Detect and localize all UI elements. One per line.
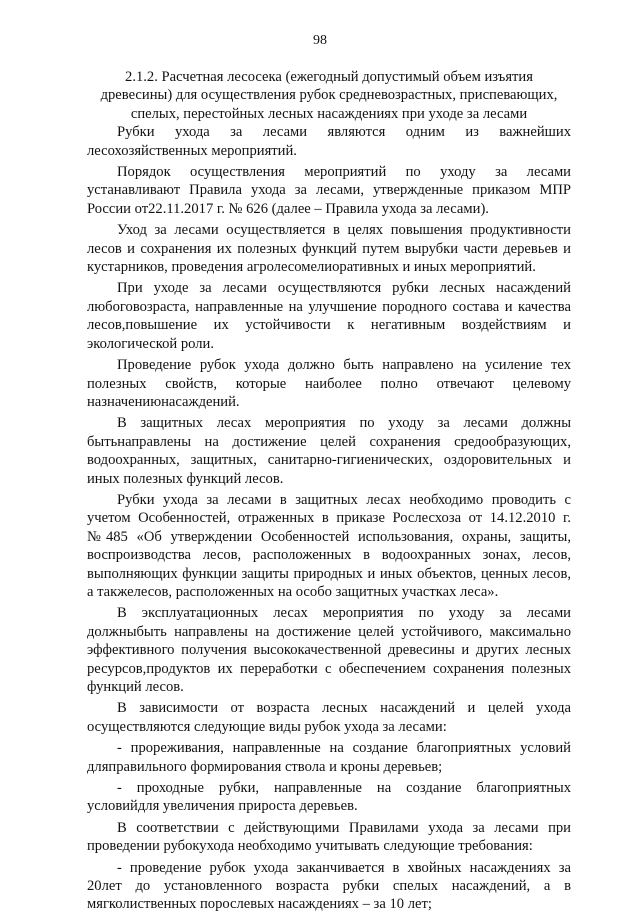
page-number: 98 [313, 33, 327, 48]
list-item: - прореживания, направленные на создание благоприятных условий дляправильного формирования ствола и кроны деревьев; [87, 740, 571, 775]
paragraph: В соответствии с действующими Правилами ухода за лесами при проведении рубокухода необходимо учитывать следующие требования: [87, 819, 571, 855]
section-heading: 2.1.2. Расчетная лесосека (ежегодный допустимый объем изъятия древесины) для осуществления рубок средневозрастных, приспевающих, спелых, перестойных лесных насаждениях при уходе за лесами [100, 69, 558, 122]
paragraph: При уходе за лесами осуществляются рубки лесных насаждений любоговозраста, направленные на улучшение породного состава и качества лесов,повышение их устойчивости к негативным воздействиям и экологической роли. [87, 280, 571, 352]
paragraph: В эксплуатационных лесах мероприятия по уходу за лесами должныбыть направлены на достижение целей устойчивого, максимально эффективного получения высококачественной древесины и других лесных ресурсов,продуктов их переработки с обеспечением сохранения полезных функций лесов. [87, 605, 571, 695]
paragraph: Рубки ухода за лесами являются одним из важнейших лесохозяйственных мероприятий. [87, 124, 571, 159]
paragraph: Рубки ухода за лесами в защитных лесах необходимо проводить с учетом Особенностей, отраженных в приказе Рослесхоза от 14.12.2010 г. №485 «Об утверждении Особенностей использования, охраны, защиты, воспроизводства лесов, расположенных в водоохранных зонах, лесов, выполняющих функции защиты природных и иных объектов, ценных лесов, а такжелесов, расположенных на особо защитных участках леса». [87, 491, 571, 600]
list-item: - проведение рубок ухода заканчивается в хвойных насаждениях за 20лет до установленного возраста рубки спелых насаждений, а в мягколиственных порослевых насаждениях – за 10 лет; [87, 859, 571, 913]
paragraph: Уход за лесами осуществляется в целях повышения продуктивности лесов и сохранения их полезных функций путем вырубки части деревьев и кустарников, проведения агролесомелиоративных и иных мероприятий. [87, 222, 571, 276]
paragraph: В зависимости от возраста лесных насаждений и целей ухода осуществляются следующие виды рубок ухода за лесами: [87, 700, 571, 735]
document-body [87, 68, 571, 914]
list-item: - проходные рубки, направленные на создание благоприятных условийдля увеличения прироста деревьев. [87, 780, 571, 815]
paragraph: Порядок осуществления мероприятий по уходу за лесами устанавливают Правила ухода за лесами, утвержденные приказом МПР России от22.11.2017 г. № 626 (далее – Правила ухода за лесами). [87, 164, 571, 217]
paragraph: В защитных лесах мероприятия по уходу за лесами должны бытьнаправлены на достижение целей сохранения средообразующих, водоохранных, защитных, санитарно-гигиенических, оздоровительных и иных полезных функций лесов. [87, 415, 571, 487]
paragraph: Проведение рубок ухода должно быть направлено на усиление тех полезных свойств, которые наиболее полно отвечают целевому назначениюнасаждений. [87, 357, 571, 410]
